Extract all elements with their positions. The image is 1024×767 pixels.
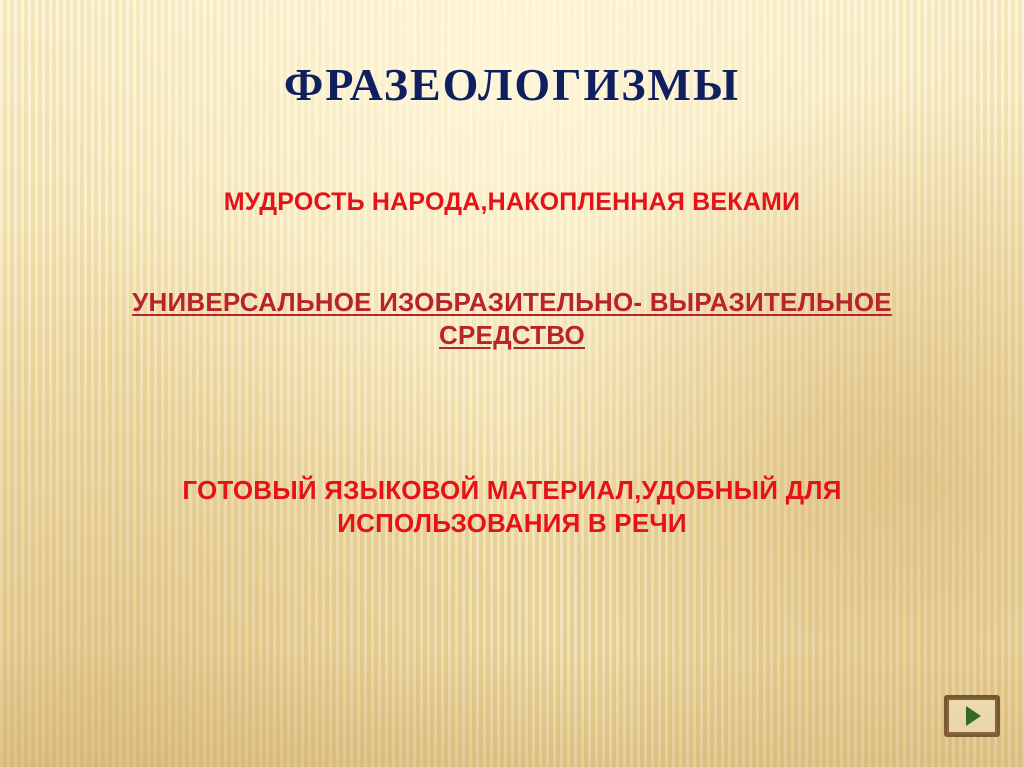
play-triangle-icon <box>966 706 981 726</box>
page-title: ФРАЗЕОЛОГИЗМЫ <box>283 59 741 110</box>
slide-line-2: УНИВЕРСАЛЬНОЕ ИЗОБРАЗИТЕЛЬНО- ВЫРАЗИТЕЛЬНОЕ СРЕДСТВО <box>132 287 892 351</box>
next-slide-button[interactable] <box>944 695 1000 737</box>
slide-line-1: МУДРОСТЬ НАРОДА,НАКОПЛЕННАЯ ВЕКАМИ <box>223 188 801 216</box>
slide-line-3: ГОТОВЫЙ ЯЗЫКОВОЙ МАТЕРИАЛ,УДОБНЫЙ ДЛЯ ИСПОЛЬЗОВАНИЯ В РЕЧИ <box>182 475 842 539</box>
next-slide-button-face <box>949 700 995 732</box>
